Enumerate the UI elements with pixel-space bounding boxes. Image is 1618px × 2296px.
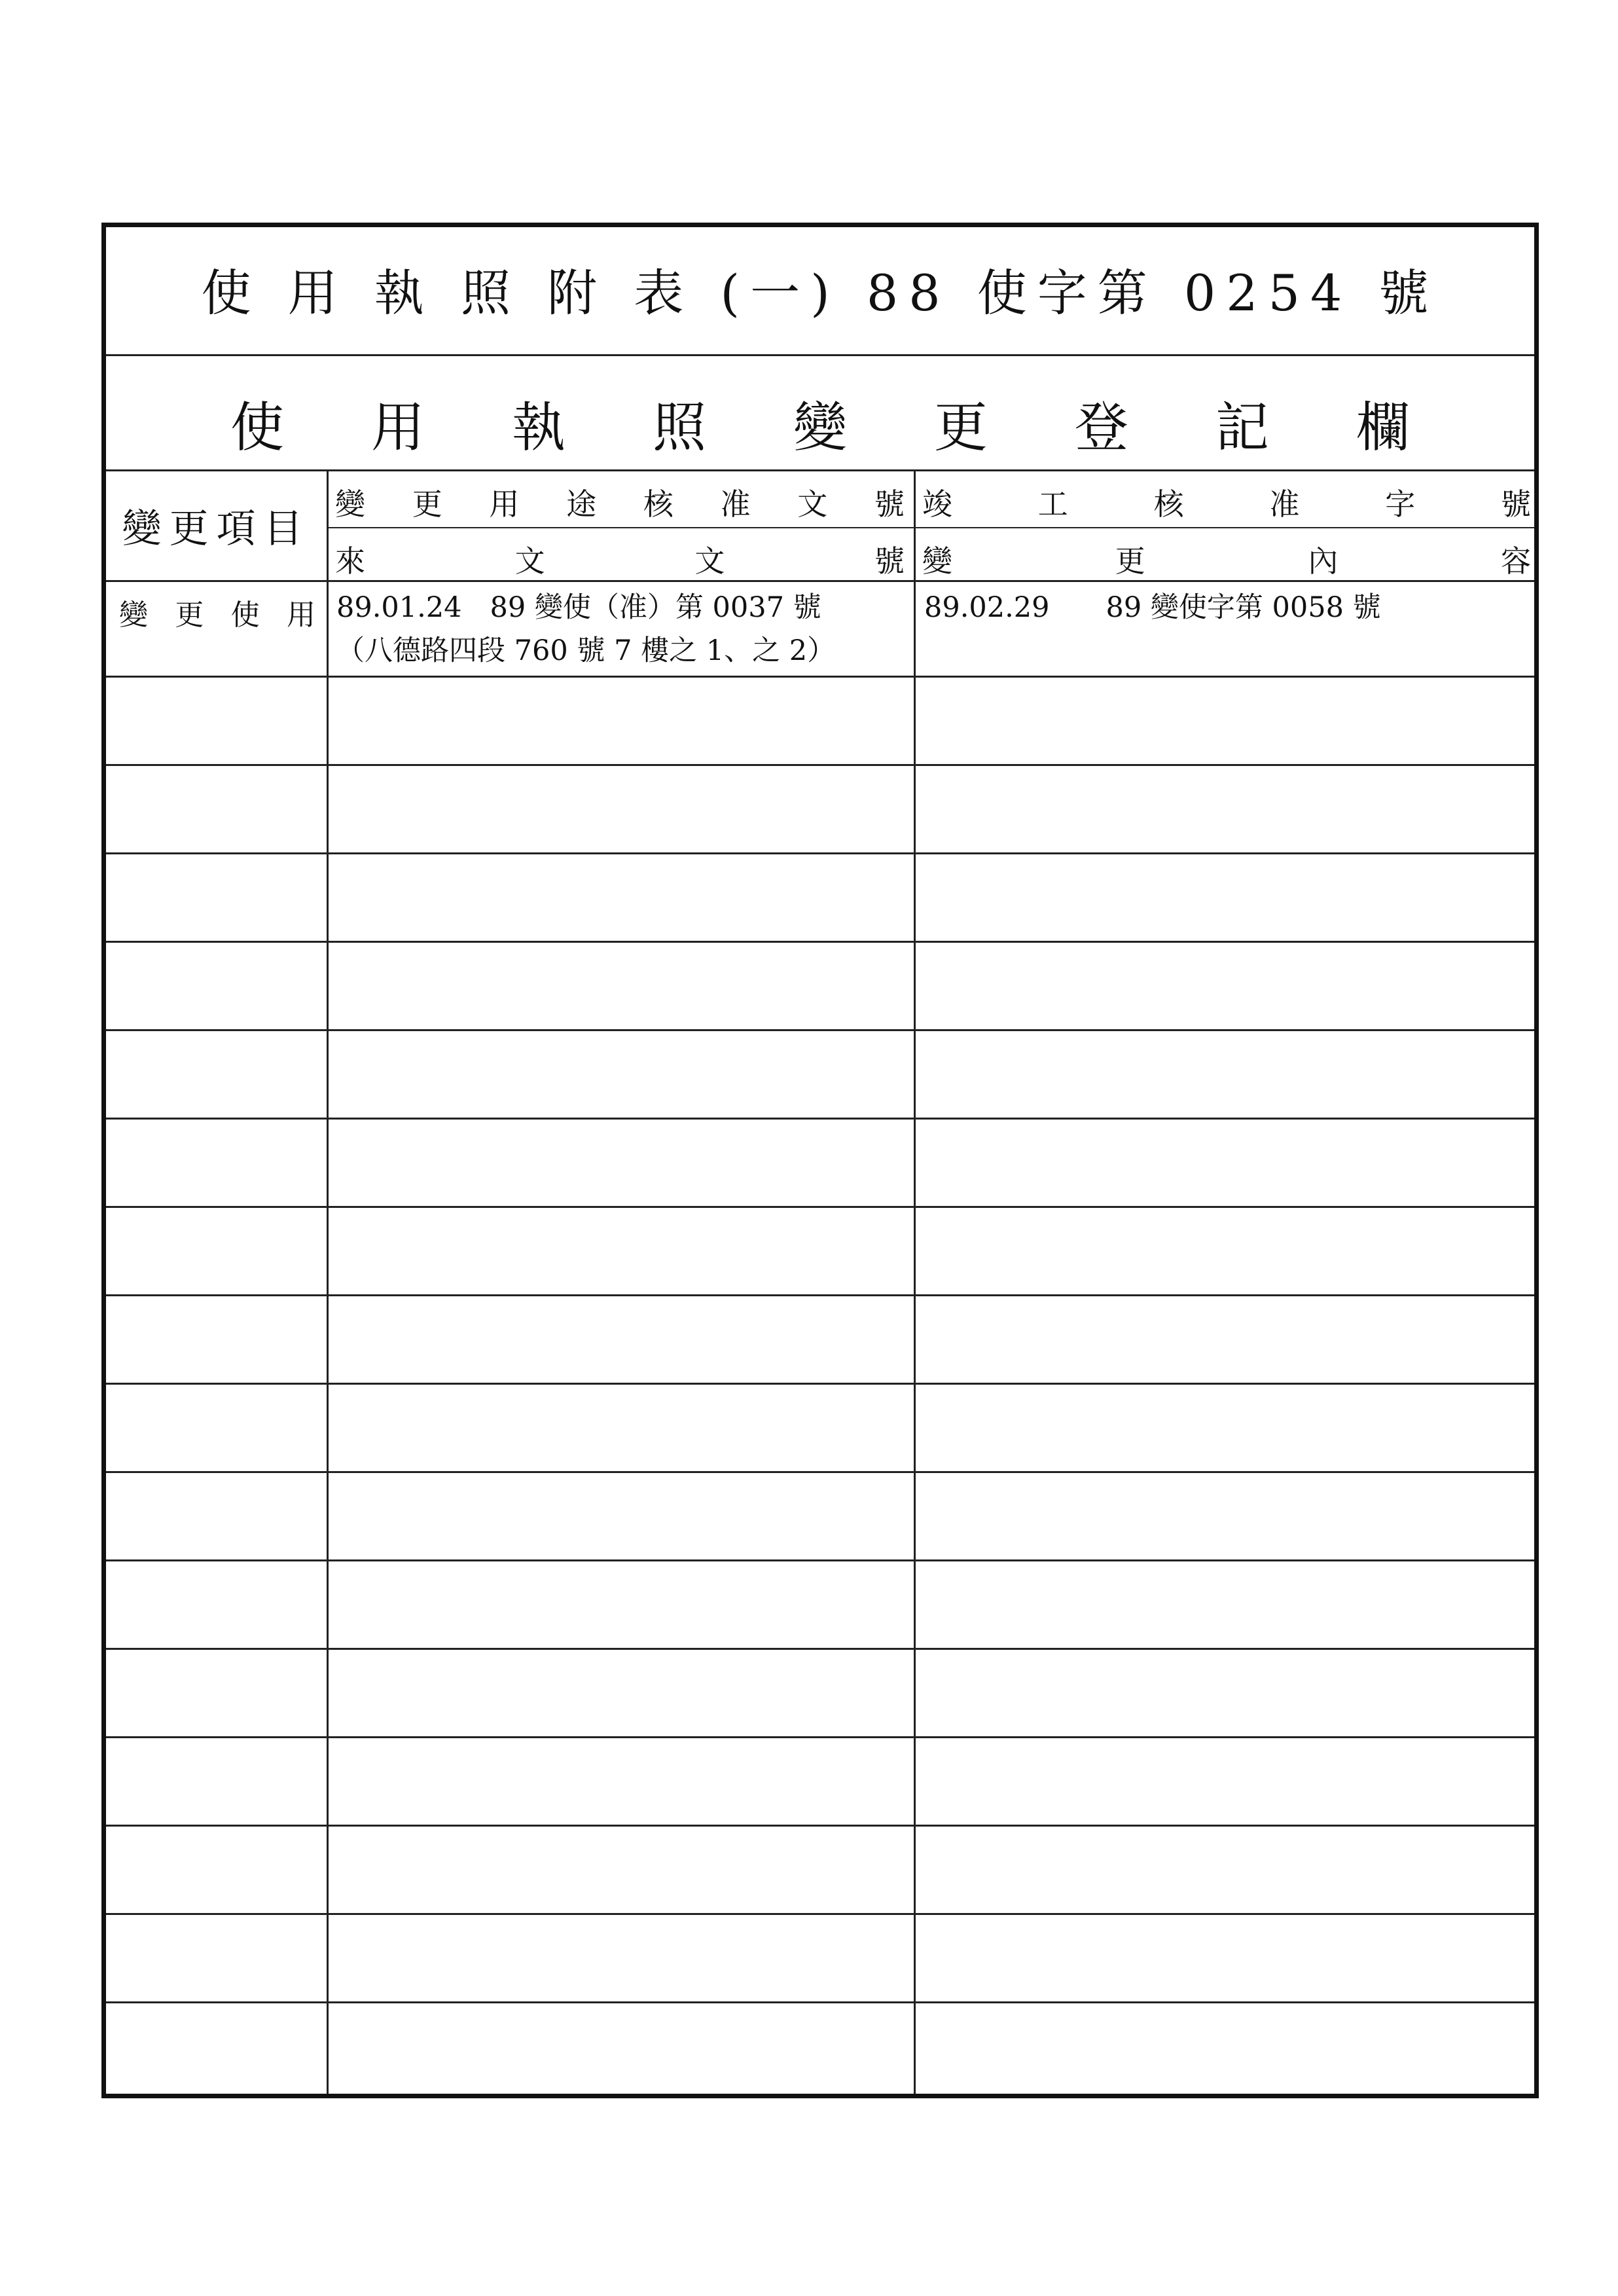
row-divider	[106, 1471, 1534, 1473]
header-item-label: 變更項目	[122, 506, 311, 552]
title-row	[106, 227, 1534, 356]
subtitle-char: 登	[1074, 397, 1128, 459]
row-item-char: 變	[119, 598, 148, 632]
row-divider	[106, 852, 1534, 854]
row-divider	[106, 1118, 1534, 1120]
subtitle-char: 更	[933, 397, 988, 459]
row-doc-line2: （八德路四段 760 號 7 樓之 1、之 2）	[336, 634, 836, 667]
header-char: 核	[1153, 486, 1184, 522]
header-subrow-divider	[327, 527, 1534, 528]
header-char: 容	[1500, 543, 1531, 579]
subtitle-char: 變	[793, 397, 847, 459]
subtitle-char: 欄	[1356, 397, 1410, 459]
header-incoming-doc-label	[335, 538, 905, 581]
header-char: 准	[1269, 486, 1300, 522]
header-char: 更	[412, 486, 442, 522]
header-char: 號	[1500, 486, 1531, 522]
header-char: 准	[720, 486, 751, 522]
row-divider	[106, 941, 1534, 943]
header-change-use-label	[335, 481, 905, 524]
header-completion-label	[922, 481, 1531, 524]
subtitle-char: 用	[370, 397, 425, 459]
row-item-char: 用	[286, 598, 315, 632]
usage-license-form	[101, 223, 1539, 2098]
subtitle-char: 執	[511, 397, 566, 459]
subtitle-char: 記	[1215, 397, 1269, 459]
header-char: 工	[1037, 486, 1068, 522]
column-divider	[914, 471, 916, 2094]
header-char: 途	[566, 486, 597, 522]
row-divider	[106, 1294, 1534, 1296]
row-item-char: 使	[230, 598, 260, 632]
section-subtitle	[230, 385, 1410, 462]
row-item-char: 更	[175, 598, 204, 632]
header-char: 更	[1115, 543, 1145, 579]
subtitle-row	[106, 356, 1534, 471]
row-divider	[106, 764, 1534, 766]
row-doc-line1: 89.01.24 89 變使（准）第 0037 號	[336, 591, 821, 624]
header-char: 內	[1308, 543, 1339, 579]
header-char: 用	[489, 486, 520, 522]
row-divider	[106, 1559, 1534, 1561]
header-char: 竣	[922, 486, 952, 522]
column-divider	[327, 471, 329, 2094]
row-divider	[106, 1383, 1534, 1385]
header-char: 來	[335, 543, 365, 579]
row-divider	[106, 2001, 1534, 2003]
subtitle-char: 照	[652, 397, 706, 459]
header-char: 變	[335, 486, 365, 522]
row-divider	[106, 1736, 1534, 1738]
header-char: 文	[797, 486, 828, 522]
header-change-content-label	[922, 538, 1531, 581]
row-divider	[106, 1825, 1534, 1827]
document-title: 使 用 執 照 附 表 (一) 88 使字第 0254 號	[201, 264, 1439, 322]
row-divider	[106, 676, 1534, 678]
header-char: 核	[643, 486, 674, 522]
row-divider	[106, 1648, 1534, 1650]
row-divider	[106, 1206, 1534, 1208]
row-completion: 89.02.29 89 變使字第 0058 號	[924, 591, 1381, 624]
row-divider	[106, 1029, 1534, 1031]
header-char: 字	[1385, 486, 1416, 522]
header-char: 變	[922, 543, 952, 579]
header-char: 文	[694, 543, 725, 579]
row-divider	[106, 1913, 1534, 1915]
header-char: 號	[874, 486, 905, 522]
header-char: 號	[874, 543, 905, 579]
header-char: 文	[514, 543, 545, 579]
row-item	[119, 591, 315, 633]
subtitle-char: 使	[230, 397, 285, 459]
